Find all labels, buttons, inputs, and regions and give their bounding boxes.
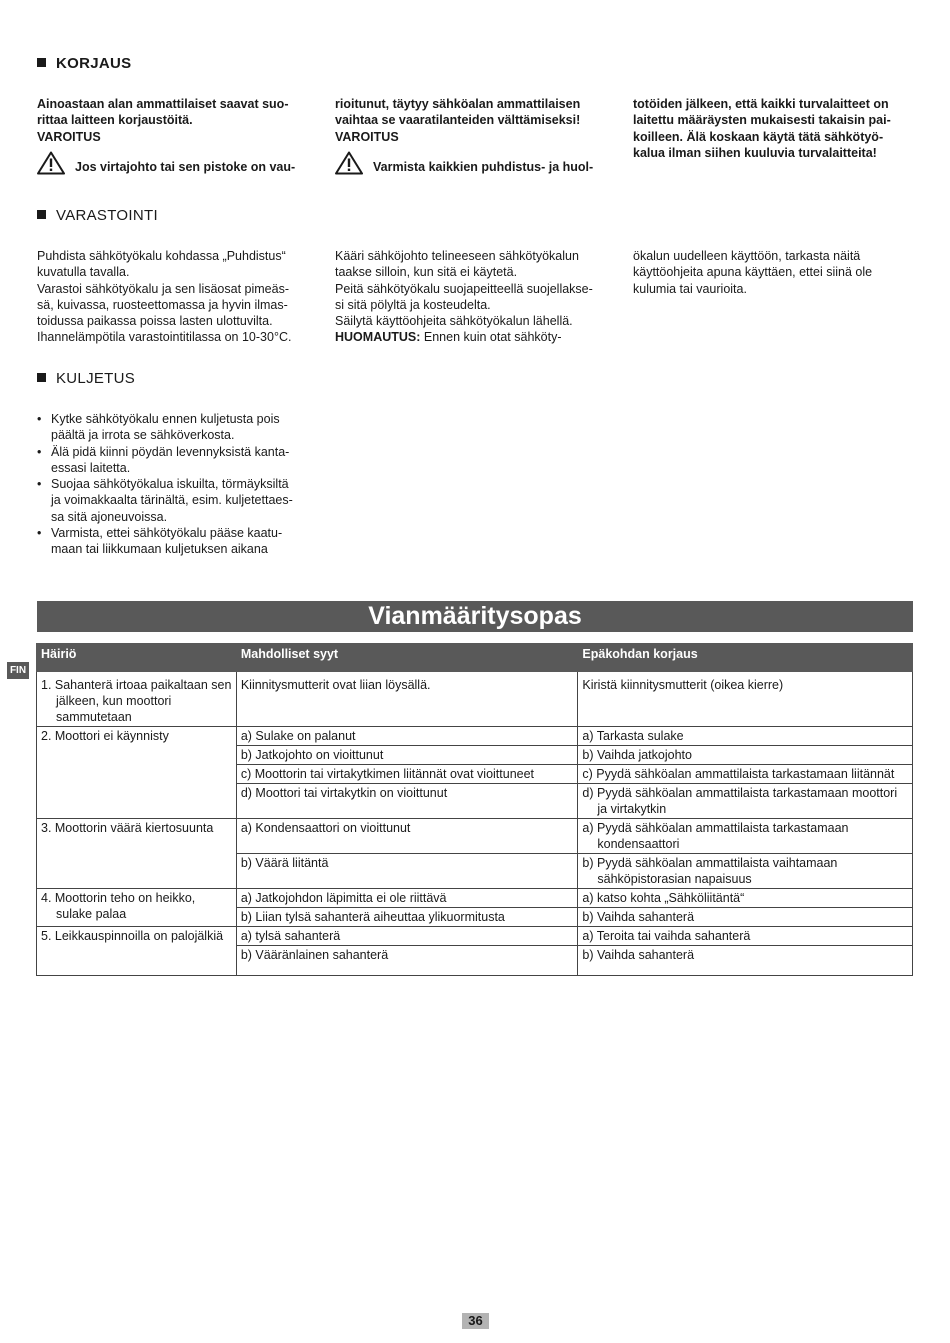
- table-row: [37, 819, 913, 854]
- column-header: Mahdolliset syyt: [236, 644, 578, 672]
- varoitus-label: VAROITUS: [37, 129, 101, 144]
- cause-cell: b) Väärä liitäntä: [236, 854, 578, 889]
- column-header: Epäkohdan korjaus: [578, 644, 913, 672]
- remedy-cell: b) Pyydä sähköalan ammattilaista vaihtamaan sähköpistorasian napaisuus: [578, 854, 913, 889]
- cause-cell: c) Moottorin tai virtakytkimen liitännät ovat vioittuneet: [236, 765, 578, 784]
- list-item: • Kytke sähkötyökalu ennen kuljetusta pois päältä ja irrota se sähköverkosta.: [37, 411, 317, 444]
- remedy-cell: a) Tarkasta sulake: [578, 727, 913, 746]
- remedy-cell: a) Pyydä sähköalan ammattilaista tarkastamaan kondensaattori: [578, 819, 913, 854]
- korjaus-text: Ainoastaan alan ammattilaiset saavat suo- rittaa laitteen korjaustöitä.: [37, 97, 289, 128]
- column-header: Häiriö: [37, 644, 237, 672]
- section-heading-kuljetus: KULJETUS: [37, 370, 135, 387]
- warning-row: [335, 151, 615, 175]
- varastointi-text: Kääri sähköjohto telineeseen sähkötyökalun taakse silloin, kun sitä ei käytetä. Peitä sähkötyökalu suojapeitteellä suojellakse- si sitä pölyltä ja kosteudelta. Säilytä käyttöohjeita sähkötyökalun lähellä.: [335, 249, 593, 329]
- remedy-cell: b) Vaihda sahanterä: [578, 946, 913, 976]
- table-row: [37, 672, 913, 727]
- table-row: [37, 927, 913, 946]
- varastointi-text: ökalun uudelleen käyttöön, tarkasta näitä käyttöohjeita apuna käyttäen, ettei siinä ole kulumia tai vaurioita.: [633, 249, 873, 296]
- guide-title: Vianmääritysopas: [37, 601, 913, 632]
- cause-cell: b) Jatkojohto on vioittunut: [236, 746, 578, 765]
- kuljetus-list: [37, 411, 317, 558]
- remedy-cell: b) Vaihda jatkojohto: [578, 746, 913, 765]
- square-bullet-icon: [37, 210, 46, 219]
- varastointi-column-2: [335, 248, 615, 346]
- cause-cell: d) Moottori tai virtakytkin on vioittunut: [236, 784, 578, 819]
- troubleshooting-table: [36, 643, 913, 976]
- table-header-row: [37, 644, 913, 672]
- section-heading-korjaus: KORJAUS: [37, 55, 131, 72]
- varastointi-text: Puhdista sähkötyökalu kohdassa „Puhdistus“ kuvatulla tavalla. Varastoi sähkötyökalu ja sen lisäosat pimeäs- sä, kuivassa, ruosteettomassa ja hyvin ilmas- toidussa paikassa poissa lasten ulottuvilta. Ihannelämpötila varastointitilassa on 10-30°C.: [37, 249, 292, 345]
- warning-text: Jos virtajohto tai sen pistoke on vau-: [75, 159, 296, 174]
- huomautus-note: [335, 329, 615, 345]
- warning-triangle-icon: [335, 151, 363, 175]
- cause-cell: b) Liian tylsä sahanterä aiheuttaa ylikuormitusta: [236, 908, 578, 927]
- section-heading-varastointi: VARASTOINTI: [37, 207, 158, 224]
- remedy-cell: a) katso kohta „Sähköliitäntä“: [578, 889, 913, 908]
- list-item: • Suojaa sähkötyökalua iskuilta, törmäyksiltä ja voimakkaalta tärinältä, esim. kuljetettaes- sa sitä ajoneuvoissa.: [37, 476, 317, 525]
- huomautus-text: Ennen kuin otat sähköty-: [420, 330, 562, 345]
- remedy-cell: b) Vaihda sahanterä: [578, 908, 913, 927]
- cause-cell: Kiinnitysmutterit ovat liian löysällä.: [236, 672, 578, 727]
- korjaus-text: totöiden jälkeen, että kaikki turvalaitteet on laitettu määräysten mukaisesti takaisin pai- koilleen. Älä koskaan käytä tätä sähkötyö- kalua ilman siihen kuuluvia turvalaitteita!: [633, 97, 891, 160]
- warning-row: [37, 151, 317, 175]
- cause-cell: b) Vääränlainen sahanterä: [236, 946, 578, 976]
- varastointi-column-1: [37, 248, 317, 346]
- fault-cell: 2. Moottori ei käynnisty: [37, 727, 237, 819]
- remedy-cell: d) Pyydä sähköalan ammattilaista tarkastamaan moottori ja virtakytkin: [578, 784, 913, 819]
- page-number: 36: [462, 1313, 489, 1329]
- fault-cell: 4. Moottorin teho on heikko, sulake palaa: [37, 889, 237, 927]
- fault-cell: 1. Sahanterä irtoaa paikaltaan sen jälkeen, kun moottori sammutetaan: [37, 672, 237, 727]
- korjaus-column-3: [633, 96, 913, 161]
- cause-cell: a) Kondensaattori on vioittunut: [236, 819, 578, 854]
- fault-cell: 3. Moottorin väärä kiertosuunta: [37, 819, 237, 889]
- square-bullet-icon: [37, 373, 46, 382]
- varoitus-label: VAROITUS: [335, 129, 399, 144]
- korjaus-text: rioitunut, täytyy sähköalan ammattilaisen vaihtaa se vaaratilanteiden välttämiseksi!: [335, 97, 581, 128]
- cause-cell: a) tylsä sahanterä: [236, 927, 578, 946]
- list-item: • Älä pidä kiinni pöydän levennyksistä kanta- essasi laitetta.: [37, 444, 317, 477]
- varastointi-column-3: [633, 248, 913, 297]
- remedy-cell: c) Pyydä sähköalan ammattilaista tarkastamaan liitännät: [578, 765, 913, 784]
- kuljetus-column: [37, 411, 317, 558]
- remedy-cell: a) Teroita tai vaihda sahanterä: [578, 927, 913, 946]
- korjaus-column-2: [335, 96, 615, 175]
- list-item: • Varmista, ettei sähkötyökalu pääse kaatu- maan tai liikkumaan kuljetuksen aikana: [37, 525, 317, 558]
- korjaus-column-1: [37, 96, 317, 175]
- huomautus-label: HUOMAUTUS:: [335, 330, 421, 345]
- square-bullet-icon: [37, 58, 46, 67]
- warning-text: Varmista kaikkien puhdistus- ja huol-: [373, 159, 594, 174]
- remedy-cell: Kiristä kiinnitysmutterit (oikea kierre): [578, 672, 913, 727]
- table-row: [37, 889, 913, 908]
- cause-cell: a) Sulake on palanut: [236, 727, 578, 746]
- warning-triangle-icon: [37, 151, 65, 175]
- language-tab: FIN: [7, 662, 29, 679]
- cause-cell: a) Jatkojohdon läpimitta ei ole riittävä: [236, 889, 578, 908]
- fault-cell: 5. Leikkauspinnoilla on palojälkiä: [37, 927, 237, 976]
- table-row: [37, 727, 913, 746]
